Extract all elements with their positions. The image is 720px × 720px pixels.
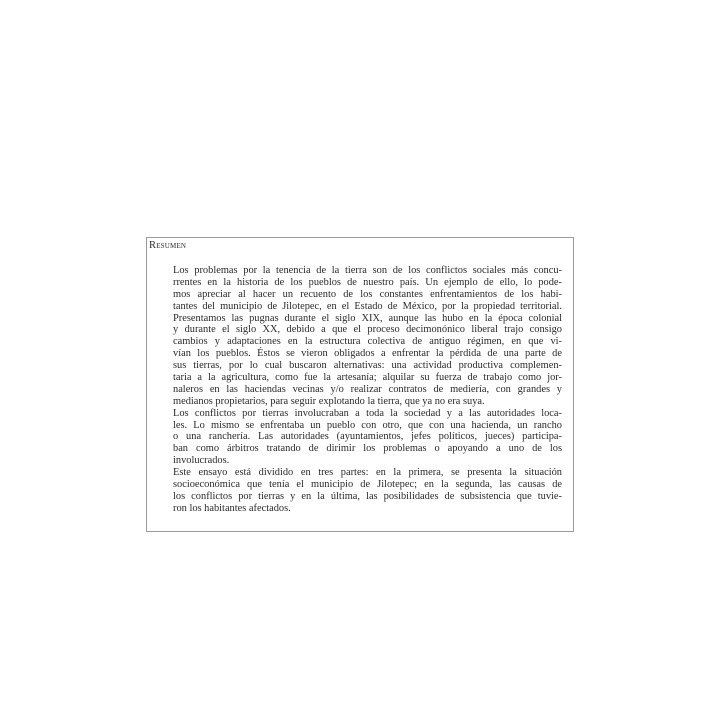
abstract-line: tantes del municipio de Jilotepec, en el Estado de México, por la propiedad territorial. <box>173 300 562 312</box>
abstract-line: ron los habitantes afectados. <box>173 502 291 514</box>
abstract-line: mos apreciar al hacer un recuento de los constantes enfrentamientos de los habi- <box>173 288 562 300</box>
abstract-heading: Resumen <box>149 240 187 251</box>
abstract-line: o una ranchería. Las autoridades (ayuntamientos, jefes políticos, jueces) participa- <box>173 431 562 443</box>
abstract-line: taria a la agricultura, como fue la artesanía; alquilar su fuerza de trabajo como jor- <box>173 372 562 384</box>
abstract-paragraph <box>173 467 562 515</box>
abstract-line: y durante el siglo XX, debido a que el proceso decimonónico liberal trajo consigo <box>173 324 562 336</box>
abstract-paragraph <box>173 408 562 467</box>
abstract-body <box>173 265 562 515</box>
abstract-line: Los problemas por la tenencia de la tierra son de los conflictos sociales más concu- <box>173 265 562 276</box>
abstract-line: Presentamos las pugnas durante el siglo XIX, aunque las hubo en la época colonial <box>173 312 562 324</box>
abstract-line: medianos propietarios, para seguir explotando la tierra, que ya no era suya. <box>173 395 485 407</box>
abstract-line: los conflictos por tierras y en la última, las posibilidades de subsistencia que tuvie- <box>173 490 562 502</box>
abstract-line: socioeconómica que tenía el municipio de Jilotepec; en la segunda, las causas de <box>173 479 562 491</box>
abstract-line: Este ensayo está dividido en tres partes: en la primera, se presenta la situación <box>173 467 562 479</box>
abstract-line: les. Lo mismo se enfrentaba un pueblo con otro, que con una hacienda, un rancho <box>173 419 562 431</box>
abstract-box <box>146 237 574 532</box>
abstract-line: naleros en las haciendas vecinas y/o realizar contratos de mediería, con grandes y <box>173 383 562 395</box>
abstract-line: sus tierras, por lo cual buscaron alternativas: una actividad productiva complemen- <box>173 360 562 372</box>
abstract-paragraph <box>173 265 562 408</box>
abstract-line: rrentes en la historia de los pueblos de nuestro país. Un ejemplo de ello, lo pode- <box>173 276 562 288</box>
abstract-line: vían los pueblos. Éstos se vieron obligados a enfrentar la pérdida de una parte de <box>173 348 562 360</box>
abstract-line: ban como árbitros tratando de dirimir los problemas o apoyando a uno de los <box>173 443 562 455</box>
abstract-line: involucrados. <box>173 455 230 467</box>
abstract-line: cambios y adaptaciones en la estructura colectiva de antiguo régimen, en que vi- <box>173 336 562 348</box>
abstract-line: Los conflictos por tierras involucraban a toda la sociedad y a las autoridades loca- <box>173 407 562 419</box>
